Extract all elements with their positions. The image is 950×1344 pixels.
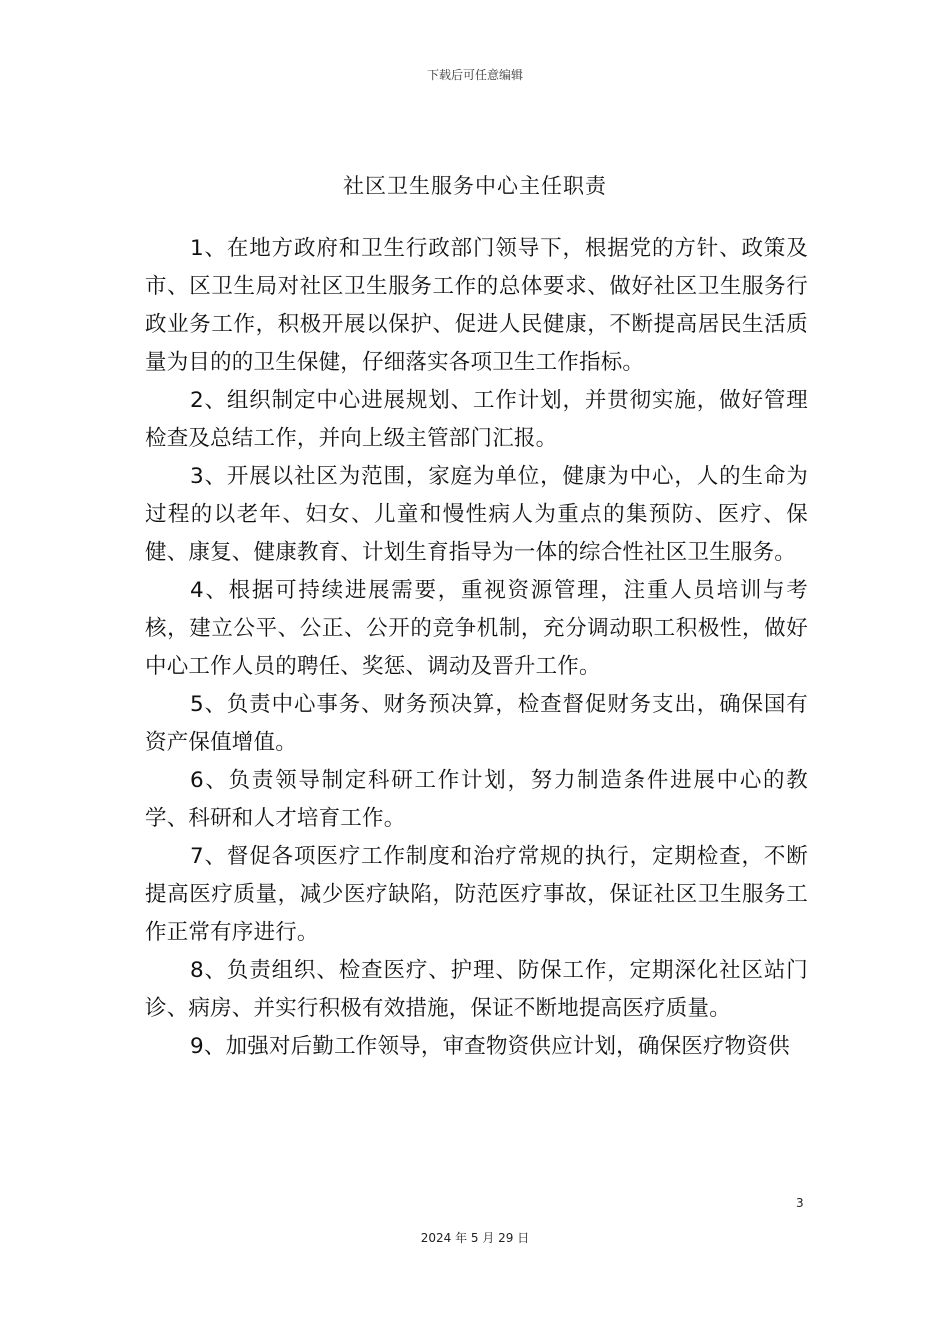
duty-paragraph-8: 8、负责组织、检查医疗、护理、防保工作，定期深化社区站门诊、病房、并实行积极有效措施，保证不断地提高医疗质量。 (145, 958, 808, 1021)
duty-paragraph-6: 6、负责领导制定科研工作计划，努力制造条件进展中心的教学、科研和人才培育工作。 (145, 768, 808, 831)
duty-paragraph-9: 9、加强对后勤工作领导，审查物资供应计划，确保医疗物资供 (190, 1034, 790, 1059)
duty-paragraph-4: 4、根据可持续进展需要，重视资源管理，注重人员培训与考核，建立公平、公正、公开的竞争机制，充分调动职工积极性，做好中心工作人员的聘任、奖惩、调动及晋升工作。 (145, 578, 808, 679)
page-number: 3 (796, 1196, 804, 1210)
duty-paragraph-7: 7、督促各项医疗工作制度和治疗常规的执行，定期检查，不断提高医疗质量，减少医疗缺陷，防范医疗事故，保证社区卫生服务工作正常有序进行。 (145, 844, 808, 945)
duty-paragraph-5: 5、负责中心事务、财务预决算，检查督促财务支出，确保国有资产保值增值。 (145, 692, 808, 755)
page-header-note: 下载后可任意编辑 (426, 68, 523, 82)
document-title: 社区卫生服务中心主任职责 (343, 174, 607, 198)
duty-paragraph-1: 1、在地方政府和卫生行政部门领导下，根据党的方针、政策及市、区卫生局对社区卫生服务工作的总体要求、做好社区卫生服务行政业务工作，积极开展以保护、促进人民健康，不断提高居民生活质量为目的的卫生保健，仔细落实各项卫生工作指标。 (145, 236, 808, 375)
duty-paragraph-3: 3、开展以社区为范围，家庭为单位，健康为中心，人的生命为过程的以老年、妇女、儿童和慢性病人为重点的集预防、医疗、保健、康复、健康教育、计划生育指导为一体的综合性社区卫生服务。 (145, 464, 808, 565)
footer-date: 2024 年 5 月 29 日 (420, 1231, 530, 1245)
duty-paragraph-2: 2、组织制定中心进展规划、工作计划，并贯彻实施，做好管理检查及总结工作，并向上级主管部门汇报。 (145, 388, 808, 451)
document-body (145, 230, 808, 1066)
